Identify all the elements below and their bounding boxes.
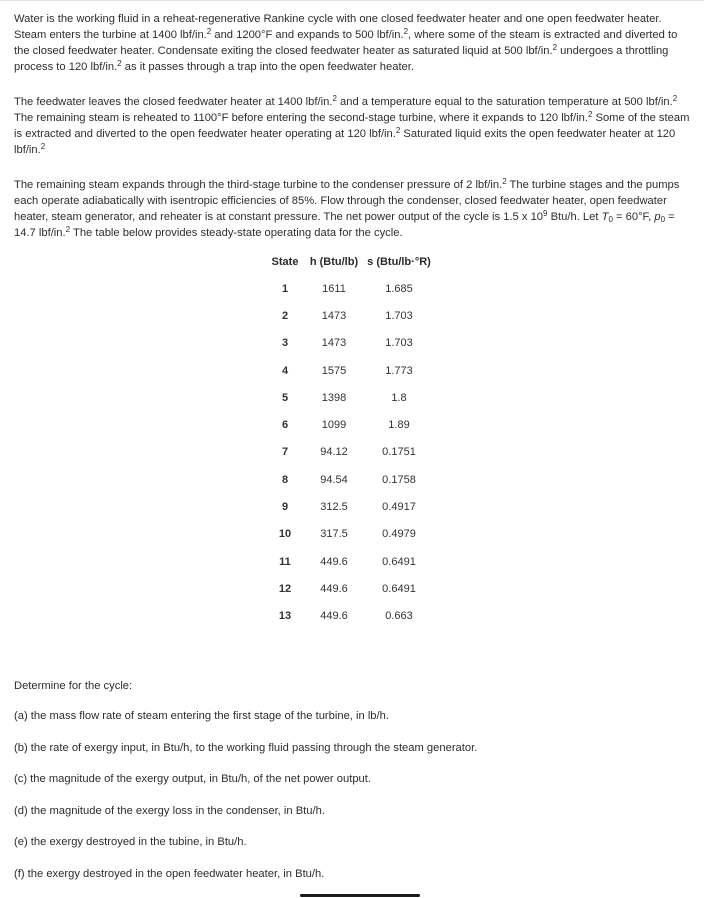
superscript: 2 <box>587 110 593 119</box>
superscript: 2 <box>117 59 122 68</box>
table-row <box>266 275 434 302</box>
table-header-row <box>266 249 434 275</box>
enthalpy-cell: 1473 <box>321 337 347 350</box>
text-run: = 60°F, <box>612 211 655 223</box>
text-run: undergoes a throttling process to 120 lbf/in. <box>14 45 669 73</box>
table-row <box>266 384 434 411</box>
state-column-header: State <box>271 256 299 268</box>
table-row <box>266 521 434 548</box>
state-cell: 12 <box>278 582 292 595</box>
entropy-cell: 1.773 <box>385 364 413 377</box>
text-run: The feedwater leaves the closed feedwater heater at 1400 lbf/in. <box>14 96 333 108</box>
question-a: (a) the mass flow rate of steam entering the first stage of the turbine, in lb/h. <box>14 710 389 722</box>
text-run: The remaining steam is reheated to 1100°F before entering the second-stage turbine, where it expands to 120 lbf/in. <box>14 112 588 124</box>
superscript: 2 <box>332 94 337 103</box>
text-run: Saturated liquid exits the open feedwater heater at 120 lbf/in. <box>14 128 676 156</box>
entropy-cell: 1.8 <box>391 391 407 404</box>
superscript: 2 <box>672 94 678 103</box>
enthalpy-cell: 312.5 <box>320 501 348 514</box>
entropy-cell: 1.89 <box>388 419 410 432</box>
state-cell: 13 <box>278 610 292 623</box>
superscript: 2 <box>552 43 558 52</box>
superscript: 2 <box>40 142 46 151</box>
state-cell: 1 <box>281 282 289 295</box>
enthalpy-cell: 449.6 <box>320 582 348 595</box>
entropy-cell: 1.685 <box>385 282 413 295</box>
text-run: The turbine stages and the pumps each operate adiabatically with isentropic efficiencies of 85%. Flow through the condenser, closed feedwater heater, open feedwater heater, steam generator, and reheater is at constant pressure. The net power output of the cycle is 1.5 x 10 <box>14 179 680 223</box>
state-cell: 6 <box>281 419 289 432</box>
entropy-cell: 0.6491 <box>382 555 416 568</box>
questions-lead: Determine for the cycle: <box>14 680 133 692</box>
enthalpy-cell: 1611 <box>322 282 346 295</box>
enthalpy-cell: 94.12 <box>320 446 348 459</box>
state-cell: 7 <box>281 446 289 459</box>
state-cell: 4 <box>281 364 289 377</box>
question-e: (e) the exergy destroyed in the tubine, in Btu/h. <box>14 836 247 849</box>
table-row <box>266 411 434 438</box>
table-row <box>266 493 434 520</box>
paragraph-3 <box>14 177 690 241</box>
top-divider <box>0 0 704 1</box>
table-row <box>266 330 434 357</box>
superscript: 2 <box>395 126 401 135</box>
table-row <box>266 357 434 384</box>
paragraph-2 <box>14 94 690 158</box>
text-run: , where some of the steam is extracted and diverted to the closed feedwater heater. Condensate exiting the closed feedwater heater as saturated liquid at 500 lbf/in. <box>14 29 678 57</box>
entropy-cell: 1.703 <box>385 309 413 322</box>
enthalpy-cell: 1398 <box>321 391 347 404</box>
state-cell: 3 <box>281 337 289 350</box>
enthalpy-cell: 94.54 <box>320 473 348 486</box>
enthalpy-cell: 1575 <box>321 364 347 377</box>
enthalpy-cell: 1099 <box>321 419 347 432</box>
text-run: as it passes through a trap into the open feedwater heater. <box>121 61 414 73</box>
text-run: = 14.7 lbf/in. <box>14 211 675 239</box>
entropy-column-header: s (Btu/lb·°R) <box>367 256 431 268</box>
table-row <box>266 302 434 329</box>
paragraph-1 <box>14 11 690 75</box>
question-c: (c) the magnitude of the exergy output, in Btu/h, of the net power output. <box>14 773 371 786</box>
superscript: 2 <box>403 27 409 36</box>
text-run: and 1200°F and expands to 500 lbf/in. <box>211 29 404 41</box>
superscript: 9 <box>543 209 548 218</box>
enthalpy-cell: 317.5 <box>320 528 348 541</box>
entropy-cell: 0.1758 <box>382 473 416 486</box>
question-f: (f) the exergy destroyed in the open feedwater heater, in Btu/h. <box>14 867 325 880</box>
subscript: 0 <box>660 215 666 224</box>
state-cell: 9 <box>281 501 289 514</box>
text-run: Btu/h. Let <box>547 211 602 223</box>
enthalpy-cell: 449.6 <box>320 610 348 623</box>
state-cell: 11 <box>279 555 291 568</box>
table-row <box>266 466 434 493</box>
questions-section <box>14 678 690 898</box>
state-data-table <box>266 249 434 630</box>
problem-statement <box>14 11 690 260</box>
state-cell: 5 <box>281 391 289 404</box>
text-run: The remaining steam expands through the third-stage turbine to the condenser pressure of 2 lbf/in. <box>14 179 503 191</box>
enthalpy-cell: 1473 <box>321 309 347 322</box>
question-b: (b) the rate of exergy input, in Btu/h, to the working fluid passing through the steam generator. <box>14 741 478 754</box>
superscript: 2 <box>206 27 212 36</box>
entropy-cell: 0.4979 <box>382 528 416 541</box>
text-run: The table below provides steady-state operating data for the cycle. <box>70 227 403 239</box>
enthalpy-cell: 449.6 <box>320 555 348 568</box>
text-run: Water is the working fluid in a reheat-regenerative Rankine cycle with one closed feedwater heater and one open feedwater heater. Steam enters the turbine at 1400 lbf/in. <box>14 13 662 41</box>
entropy-cell: 0.4917 <box>382 501 416 514</box>
superscript: 2 <box>502 177 507 186</box>
text-run: and a temperature equal to the saturation temperature at 500 lbf/in. <box>336 96 673 108</box>
table-body <box>266 275 434 630</box>
text-run: Some of the steam is extracted and diverted to the open feedwater heater operating at 120 lbf/in. <box>14 112 690 140</box>
state-cell: 8 <box>281 473 289 486</box>
entropy-cell: 0.663 <box>385 610 413 623</box>
subscript: 0 <box>608 215 613 224</box>
table-row <box>266 575 434 602</box>
superscript: 2 <box>65 225 71 234</box>
state-cell: 2 <box>281 309 289 322</box>
entropy-cell: 0.6491 <box>382 582 416 595</box>
state-cell: 10 <box>278 528 292 541</box>
table-row <box>266 439 434 466</box>
text-run: T <box>601 211 609 223</box>
entropy-cell: 1.703 <box>385 337 413 350</box>
table-row <box>266 603 434 630</box>
entropy-cell: 0.1751 <box>382 446 416 459</box>
question-d: (d) the magnitude of the exergy loss in the condenser, in Btu/h. <box>14 804 325 817</box>
text-run: p <box>654 211 661 223</box>
table-row <box>266 548 434 575</box>
enthalpy-column-header: h (Btu/lb) <box>309 256 359 268</box>
